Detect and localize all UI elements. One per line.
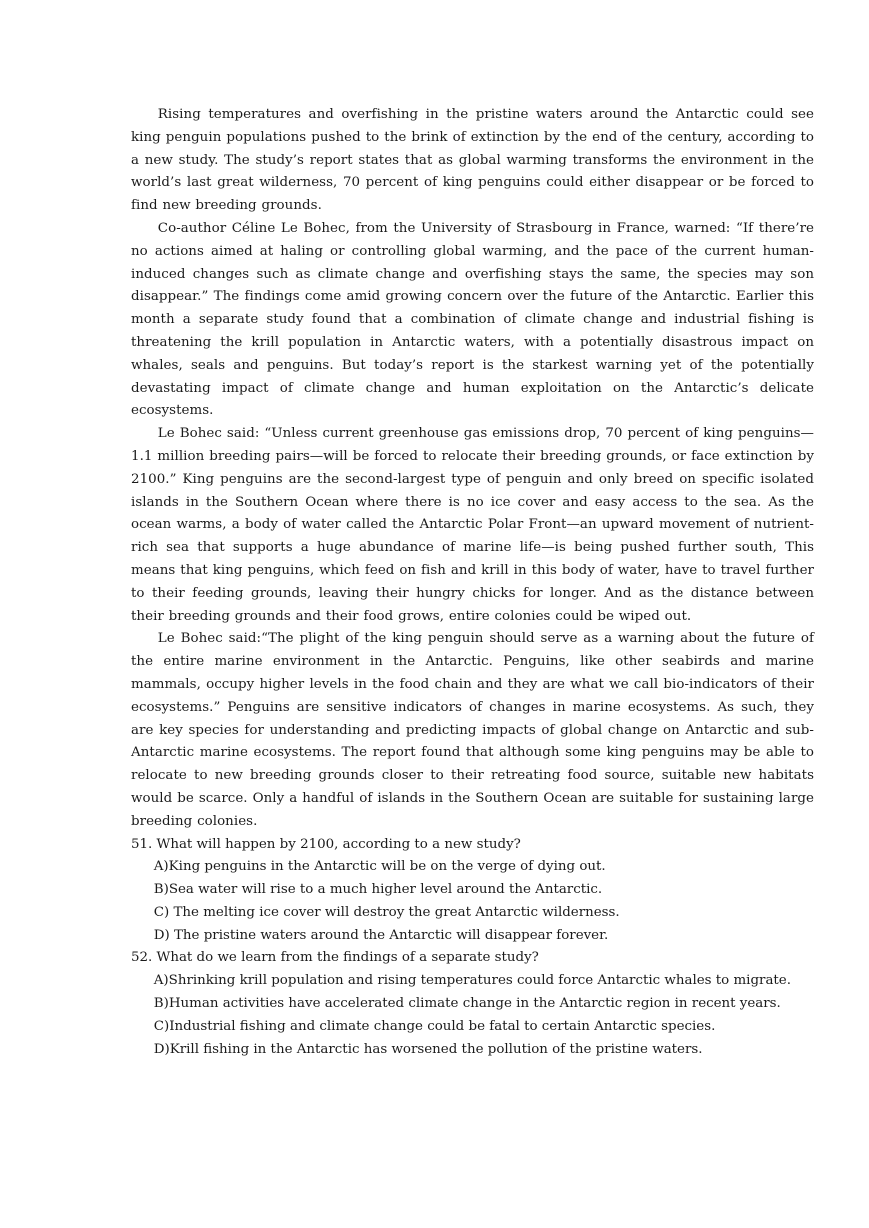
question-51-option-b: B)Sea water will rise to a much higher level around the Antarctic. bbox=[153, 882, 603, 898]
question-51-stem: 51. What will happen by 2100, according to a new study? bbox=[131, 836, 521, 852]
question-52-option-b: B)Human activities have accelerated climate change in the Antarctic region in recent years. bbox=[153, 996, 781, 1012]
passage-paragraph-2: Co-author Céline Le Bohec, from the University of Strasbourg in France, warned: “If there’re no actions aimed at haling or controlling global warming, and the pace of the current human-induced changes such as climate change and overfishing stays the same, the species may son disappear.” The findings come amid growing concern over the future of the Antarctic. Earlier this month a separate study found that a combination of climate change and industrial fishing is threatening the krill population in Antarctic waters, with a potentially disastrous impact on whales, seals and penguins. But today’s report is the starkest warning yet of the potentially devastating impact of climate change and human exploitation on the Antarctic’s delicate ecosystems. bbox=[131, 220, 814, 419]
reading-passage-page bbox=[131, 104, 814, 1061]
question-52-option-a: A)Shrinking krill population and rising temperatures could force Antarctic whales to migrate. bbox=[153, 973, 791, 989]
question-51-option-a: A)King penguins in the Antarctic will be on the verge of dying out. bbox=[153, 859, 606, 875]
passage-paragraph-3: Le Bohec said: “Unless current greenhouse gas emissions drop, 70 percent of king penguins—1.1 million breeding pairs—will be forced to relocate their breeding grounds, or face extinction by 2100.” King penguins are the second-largest type of penguin and only breed on specific isolated islands in the Southern Ocean where there is no ice cover and easy access to the sea. As the ocean warms, a body of water called the Antarctic Polar Front—an upward movement of nutrient-rich sea that supports a huge abundance of marine life—is being pushed further south, This means that king penguins, which feed on fish and krill in this body of water, have to travel further to their feeding grounds, leaving their hungry chicks for longer. And as the distance between their breeding grounds and their food grows, entire colonies could be wiped out. bbox=[131, 426, 814, 624]
question-52-option-c: C)Industrial fishing and climate change could be fatal to certain Antarctic species. bbox=[153, 1018, 716, 1034]
passage bbox=[131, 104, 814, 834]
passage-paragraph-1: Rising temperatures and overfishing in the pristine waters around the Antarctic could see king penguin populations pushed to the brink of extinction by the end of the century, according to a new study. The study’s report states that as global warming transforms the environment in the world’s last great wilderness, 70 percent of king penguins could either disappear or be forced to find new breeding grounds. bbox=[131, 107, 814, 214]
question-51-option-d: D) The pristine waters around the Antarctic will disappear forever. bbox=[153, 927, 609, 943]
question-52-stem: 52. What do we learn from the findings of a separate study? bbox=[131, 950, 539, 966]
question-52-option-d: D)Krill fishing in the Antarctic has worsened the pollution of the pristine waters. bbox=[153, 1041, 703, 1057]
question-51 bbox=[131, 834, 814, 948]
question-51-option-c: C) The melting ice cover will destroy the great Antarctic wilderness. bbox=[153, 904, 620, 920]
passage-paragraph-4: Le Bohec said:“The plight of the king penguin should serve as a warning about the future of the entire marine environment in the Antarctic. Penguins, like other seabirds and marine mammals, occupy higher levels in the food chain and they are what we call bio-indicators of their ecosystems.” Penguins are sensitive indicators of changes in marine ecosystems. As such, they are key species for understanding and predicting impacts of global change on Antarctic and sub-Antarctic marine ecosystems. The report found that although some king penguins may be able to relocate to new breeding grounds closer to their retreating food source, suitable new habitats would be scarce. Only a handful of islands in the Southern Ocean are suitable for sustaining large breeding colonies. bbox=[131, 631, 814, 829]
question-52 bbox=[131, 947, 814, 1061]
